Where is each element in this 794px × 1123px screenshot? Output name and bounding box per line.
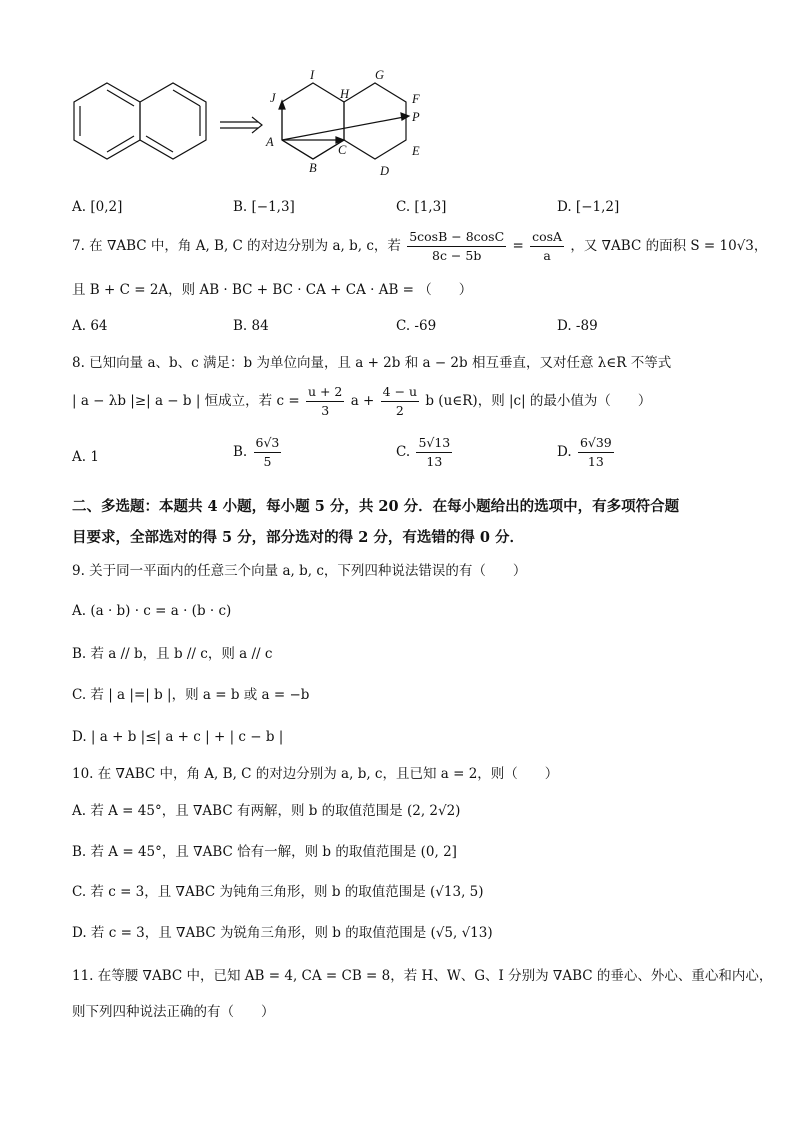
- q8-option-d-den: 13: [587, 453, 604, 469]
- q9-option-b: B. 若 a // b，且 b // c，则 a // c: [72, 646, 273, 662]
- q7-option-d: D. -89: [557, 318, 598, 334]
- q7-stem-text-a: 7. 在 ∇ABC 中，角 A, B, C 的对边分别为 a, b, c，若: [72, 238, 401, 254]
- q8-fracA-num: u + 2: [306, 386, 344, 402]
- q8-text-b: a +: [350, 393, 375, 409]
- label-C: C: [338, 143, 347, 157]
- q7-frac1-den: 8c − 5b: [432, 247, 482, 263]
- label-F: F: [412, 92, 420, 106]
- label-H: H: [340, 87, 350, 101]
- naphthalene-structure: [74, 83, 206, 159]
- q7-equals: =: [512, 238, 524, 254]
- q7-frac2-num: cosA: [530, 231, 564, 247]
- label-P: P: [412, 110, 420, 124]
- label-D: D: [380, 164, 390, 178]
- q11-stem-line2: 则下列四种说法正确的有（ ）: [72, 1004, 275, 1020]
- q7-frac2-den: a: [543, 247, 551, 263]
- q9-option-c: C. 若 | a |=| b |，则 a = b 或 a = −b: [72, 687, 310, 703]
- label-B: B: [309, 161, 317, 175]
- q8-fracB-den: 2: [395, 402, 404, 418]
- label-I: I: [310, 68, 315, 82]
- label-E: E: [412, 144, 420, 158]
- q6-option-a: A. [0,2]: [72, 199, 123, 215]
- label-A: A: [266, 135, 274, 149]
- q8-fraction-a: [306, 386, 344, 417]
- q8-option-b: [233, 437, 283, 468]
- q8-text-c: b (u∈R)，则 |c| 的最小值为（ ）: [425, 393, 652, 409]
- q8-option-d-frac: [578, 437, 614, 468]
- q8-text-a: | a − λb |≥| a − b | 恒成立，若 c =: [72, 393, 300, 409]
- q6-option-d: D. [−1,2]: [557, 199, 620, 215]
- q8-option-d-label: D.: [557, 444, 572, 460]
- q9-option-a: A. (a · b) · c = a · (b · c): [72, 603, 232, 619]
- q7-stem-text-b: ，又 ∇ABC 的面积 S = 10√3，: [570, 238, 768, 254]
- label-J: J: [270, 91, 276, 105]
- implies-arrow: [220, 117, 262, 133]
- q7-frac1-num: 5cosB − 8cosC: [407, 231, 506, 247]
- figure-labels: [265, 68, 420, 178]
- q8-option-c-frac: [416, 437, 452, 468]
- q6-option-c: C. [1,3]: [396, 199, 447, 215]
- q8-option-b-frac: [254, 437, 282, 468]
- q7-option-b: B. 84: [233, 318, 269, 334]
- q9-stem: 9. 关于同一平面内的任意三个向量 a, b, c，下列四种说法错误的有（ ）: [72, 563, 527, 579]
- q8-option-c-den: 13: [426, 453, 443, 469]
- q10-stem: 10. 在 ∇ABC 中，角 A, B, C 的对边分别为 a, b, c，且已知 a = 2，则（ ）: [72, 766, 559, 782]
- naphthalene-figure: [0, 0, 794, 190]
- q6-option-b: B. [−1,3]: [233, 199, 295, 215]
- q10-option-c: C. 若 c = 3，且 ∇ABC 为钝角三角形，则 b 的取值范围是 (√13, 5): [72, 884, 484, 900]
- q11-stem-line1: 11. 在等腰 ∇ABC 中，已知 AB = 4, CA = CB = 8，若 H、W、G、I 分别为 ∇ABC 的垂心、外心、重心和内心，: [72, 968, 773, 984]
- q8-fraction-b: [381, 386, 419, 417]
- q8-option-a: A. 1: [72, 449, 99, 465]
- q10-option-b: B. 若 A = 45°，且 ∇ABC 恰有一解，则 b 的取值范围是 (0, 2]: [72, 844, 457, 860]
- q7-stem-line1: [72, 231, 767, 262]
- q8-stem-line2: [72, 386, 651, 417]
- q8-option-d: [557, 437, 616, 468]
- q8-stem-line1: 8. 已知向量 a、b、c 满足：b 为单位向量，且 a + 2b 和 a − 2b 相互垂直，又对任意 λ∈R 不等式: [72, 355, 672, 371]
- q8-fracA-den: 3: [321, 402, 330, 418]
- label-G: G: [375, 68, 385, 82]
- q10-option-a: A. 若 A = 45°，且 ∇ABC 有两解，则 b 的取值范围是 (2, 2√2): [72, 803, 461, 819]
- q10-option-d: D. 若 c = 3，且 ∇ABC 为锐角三角形，则 b 的取值范围是 (√5, √13): [72, 925, 493, 941]
- section2-heading-line2: 目要求，全部选对的得 5 分，部分选对的得 2 分，有选错的得 0 分．: [72, 529, 525, 546]
- q9-option-d: D. | a + b |≤| a + c | + | c − b |: [72, 729, 284, 745]
- q8-option-b-den: 5: [263, 453, 272, 469]
- q8-option-c-num: 5√13: [416, 437, 452, 453]
- q7-fraction-1: [407, 231, 506, 262]
- q8-fracB-num: 4 − u: [381, 386, 419, 402]
- q7-stem-line2: 且 B + C = 2A，则 AB · BC + BC · CA + CA · AB = （ ）: [72, 282, 473, 298]
- q7-fraction-2: [530, 231, 564, 262]
- section2-heading-line1: 二、多选题：本题共 4 小题，每小题 5 分，共 20 分．在每小题给出的选项中，有多项符合题: [72, 498, 680, 515]
- q7-option-c: C. -69: [396, 318, 437, 334]
- q8-option-d-num: 6√39: [578, 437, 614, 453]
- q8-option-b-num: 6√3: [254, 437, 282, 453]
- q8-option-b-label: B.: [233, 444, 248, 460]
- q8-option-c-label: C.: [396, 444, 411, 460]
- q7-option-a: A. 64: [72, 318, 108, 334]
- q8-option-c: [396, 437, 454, 468]
